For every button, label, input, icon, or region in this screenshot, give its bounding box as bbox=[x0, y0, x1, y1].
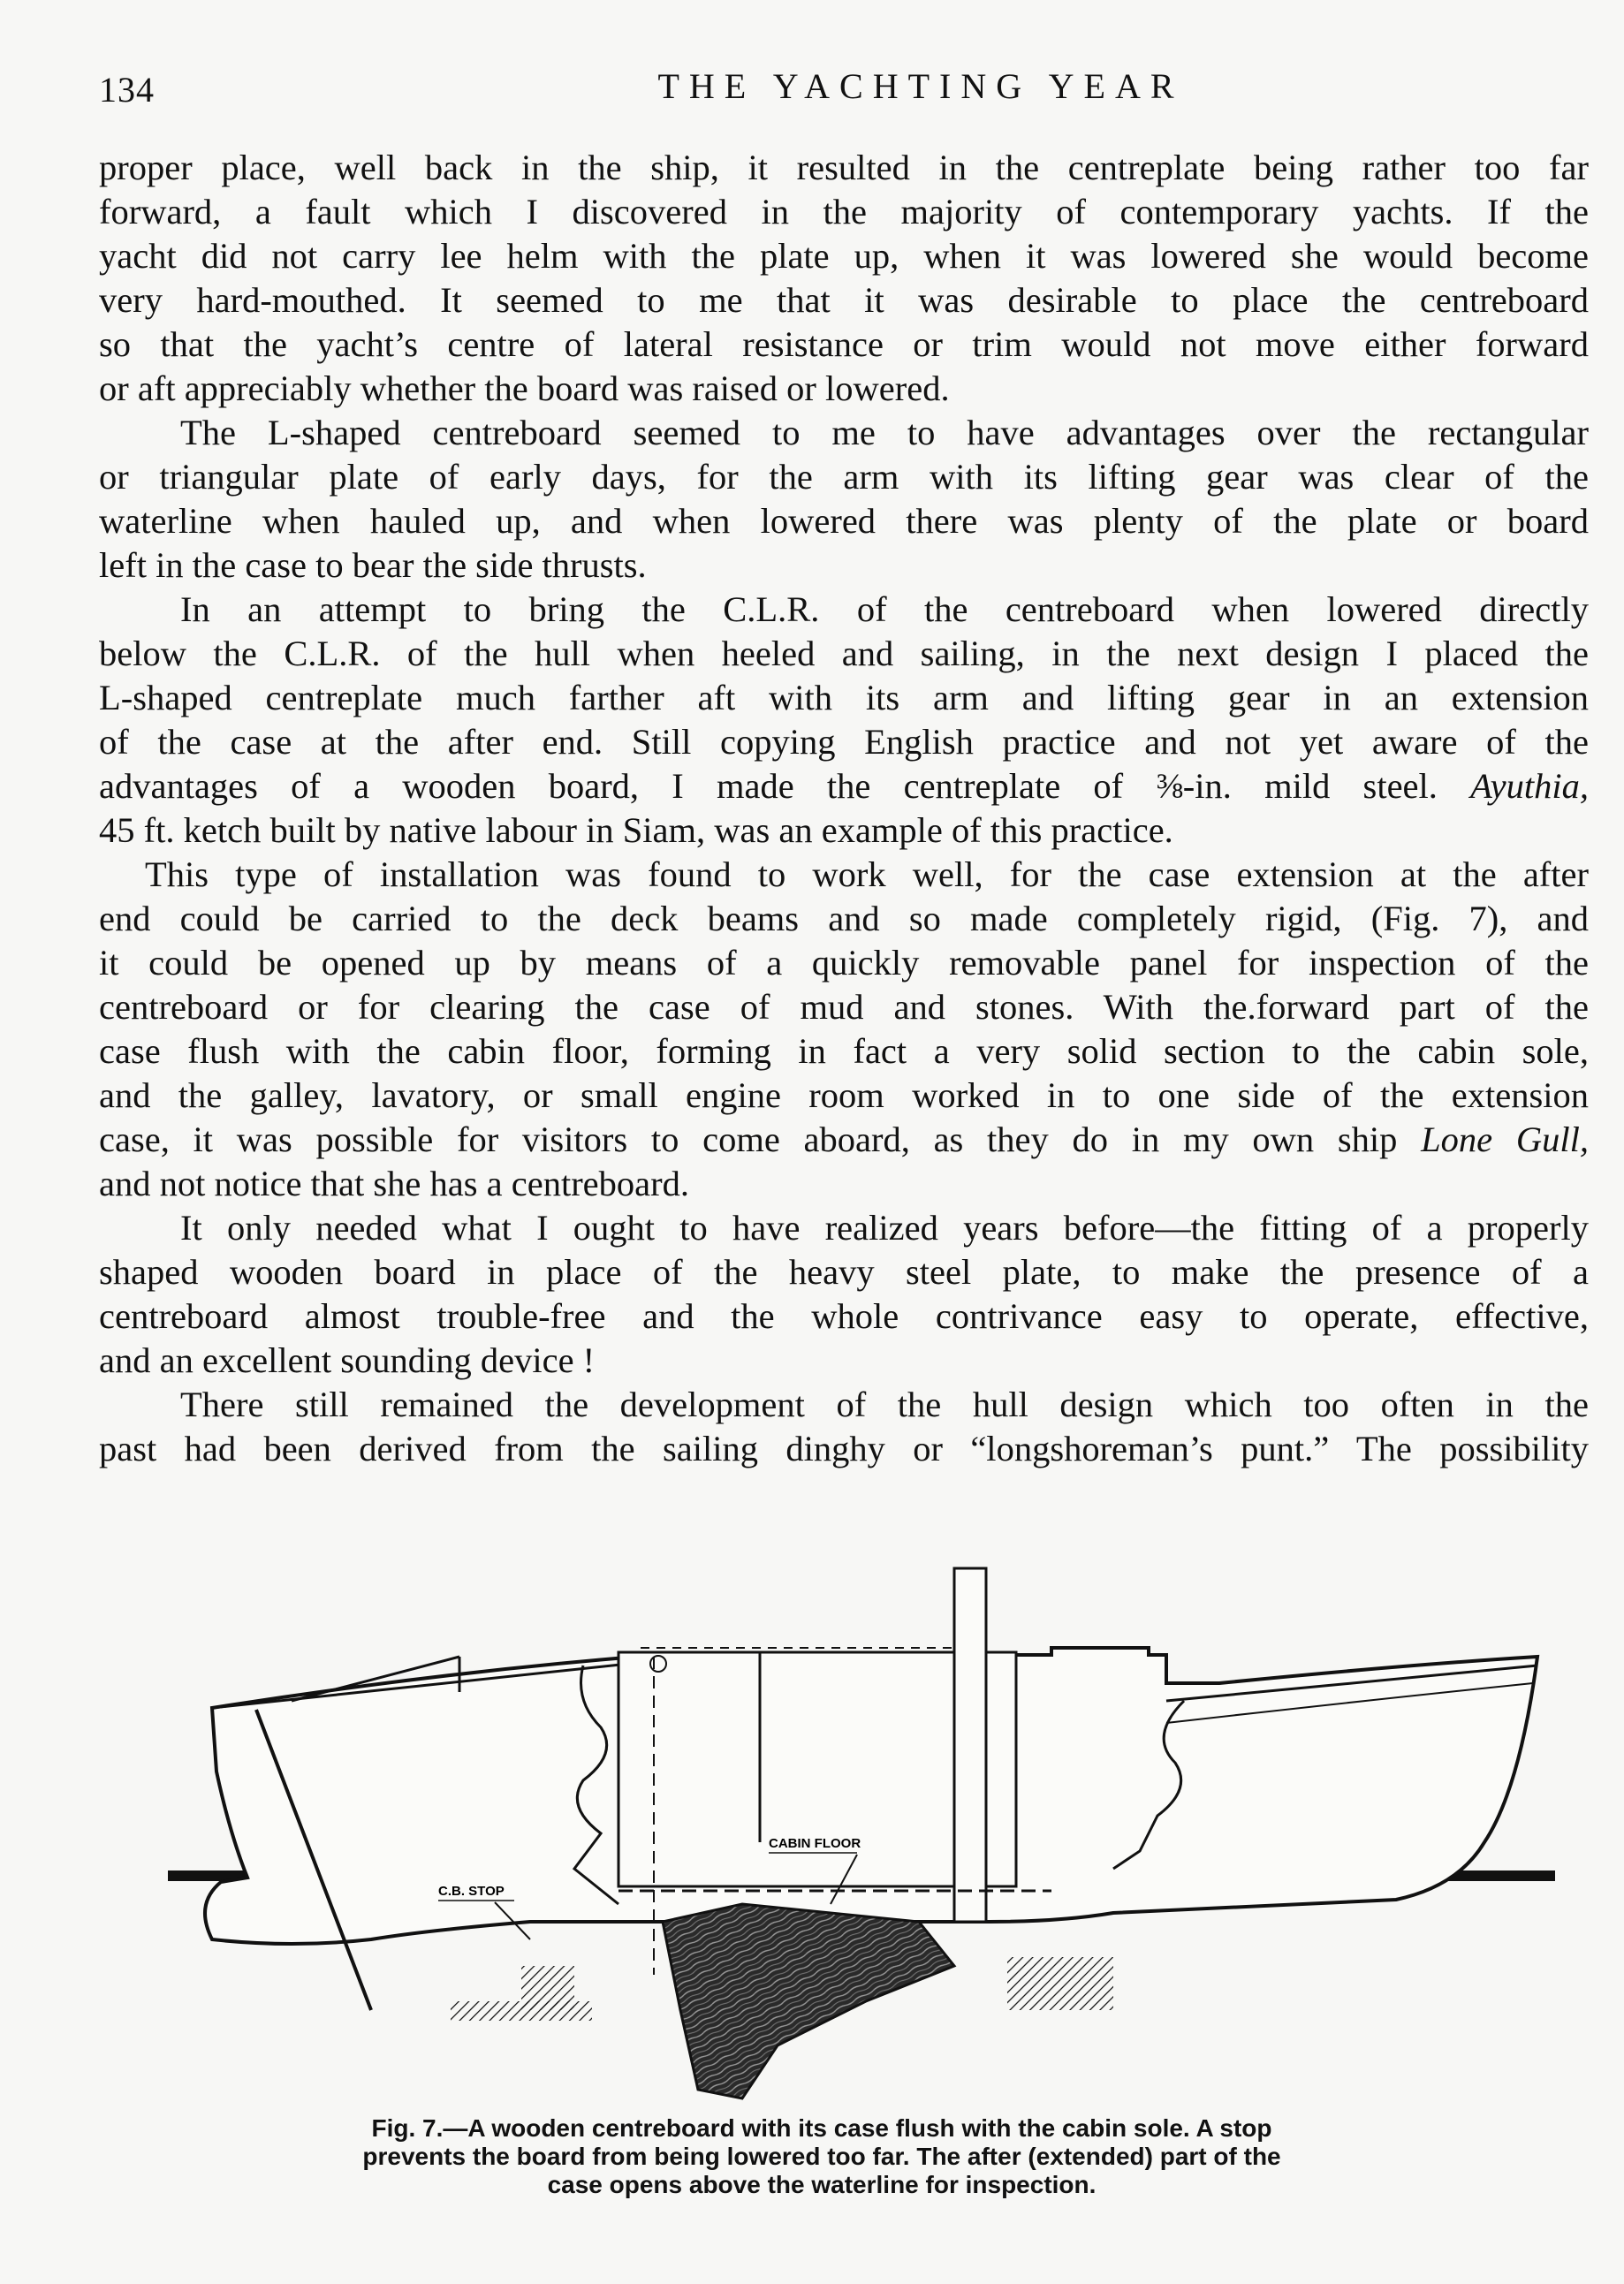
text-line: so that the yacht’s centre of lateral resistance or trim would not move either forward bbox=[99, 324, 1589, 364]
figure-7-hull-drawing bbox=[159, 1551, 1555, 2107]
text-line: centreboard or for clearing the case of mud and stones. With the.forward part of the bbox=[99, 987, 1589, 1027]
text-line: and not notice that she has a centreboard. bbox=[99, 1164, 689, 1203]
text-line: L-shaped centreplate much farther aft with its arm and lifting gear in an extension bbox=[99, 678, 1589, 717]
text-line: end could be carried to the deck beams and so made completely rigid, (Fig. 7), and bbox=[99, 899, 1589, 938]
text-line: shaped wooden board in place of the heavy steel plate, to make the presence of a bbox=[99, 1252, 1589, 1292]
text-line: past had been derived from the sailing dinghy or “longshoreman’s punt.” The possibility bbox=[99, 1429, 1589, 1468]
text-line: proper place, well back in the ship, it resulted in the centreplate being rather too far bbox=[99, 148, 1589, 187]
italic-ship-name-ayuthia: Ayuthia, bbox=[1470, 766, 1589, 806]
italic-ship-name-lone-gull: Lone Gull, bbox=[1421, 1119, 1590, 1159]
label-cabin-floor: CABIN FLOOR bbox=[769, 1836, 861, 1851]
caption-line: case opens above the waterline for inspection. bbox=[547, 2171, 1097, 2198]
paragraph-first-line: There still remained the development of the hull design which too often in the bbox=[180, 1385, 1589, 1424]
keel-hatch-forward bbox=[451, 2001, 592, 2021]
text-line: below the C.L.R. of the hull when heeled and sailing, in the next design I placed the bbox=[99, 634, 1589, 673]
wooden-centreboard bbox=[663, 1904, 954, 2098]
running-title: THE YACHTING YEAR bbox=[657, 66, 1184, 106]
paragraph-first-line: This type of installation was found to work well, for the case extension at the after bbox=[145, 854, 1589, 894]
paragraph-first-line: The L-shaped centreboard seemed to me to have advantages over the rectangular bbox=[180, 413, 1589, 452]
text-line: it could be opened up by means of a quickly removable panel for inspection of the bbox=[99, 943, 1589, 983]
ballast-block-aft bbox=[1007, 1957, 1113, 2010]
line-text: advantages of a wooden board, I made the centreplate of ⅜-in. mild steel. bbox=[99, 766, 1438, 806]
text-line: of the case at the after end. Still copying English practice and not yet aware of the bbox=[99, 722, 1589, 762]
text-line: left in the case to bear the side thrusts. bbox=[99, 545, 647, 585]
caption-line: Fig. 7.—A wooden centreboard with its case flush with the cabin sole. A stop bbox=[371, 2114, 1272, 2142]
paragraph-first-line: It only needed what I ought to have realized years before—the fitting of a properly bbox=[180, 1208, 1589, 1248]
caption-line: prevents the board from being lowered too far. The after (extended) part of the bbox=[362, 2143, 1281, 2170]
text-line: yacht did not carry lee helm with the plate up, when it was lowered she would become bbox=[99, 236, 1589, 276]
text-line: 45 ft. ketch built by native labour in Siam, was an example of this practice. bbox=[99, 810, 1173, 850]
text-line: and an excellent sounding device ! bbox=[99, 1340, 596, 1380]
text-line: or aft appreciably whether the board was raised or lowered. bbox=[99, 368, 950, 408]
page-number: 134 bbox=[99, 70, 155, 110]
text-line: forward, a fault which I discovered in the majority of contemporary yachts. If the bbox=[99, 192, 1589, 231]
text-line-with-italic bbox=[99, 1118, 1589, 1162]
hull-cross-section-illustration bbox=[159, 1551, 1555, 2107]
text-line: or triangular plate of early days, for the arm with its lifting gear was clear of the bbox=[99, 457, 1589, 497]
label-cb-stop: C.B. STOP bbox=[438, 1884, 505, 1899]
figure-caption bbox=[212, 2114, 1431, 2199]
text-line: waterline when hauled up, and when lowered there was plenty of the plate or board bbox=[99, 501, 1589, 541]
text-line: very hard-mouthed. It seemed to me that it was desirable to place the centreboard bbox=[99, 280, 1589, 320]
page-header bbox=[99, 64, 1583, 117]
line-text: case, it was possible for visitors to come aboard, as they do in my own ship bbox=[99, 1119, 1398, 1159]
mast bbox=[954, 1568, 986, 1922]
paragraph-first-line: In an attempt to bring the C.L.R. of the centreboard when lowered directly bbox=[180, 589, 1589, 629]
text-line-with-italic bbox=[99, 764, 1589, 808]
text-line: case flush with the cabin floor, forming in fact a very solid section to the cabin sole, bbox=[99, 1031, 1589, 1071]
text-line: and the galley, lavatory, or small engine room worked in to one side of the extension bbox=[99, 1075, 1589, 1115]
text-line: centreboard almost trouble-free and the whole contrivance easy to operate, effective, bbox=[99, 1296, 1589, 1336]
body-text bbox=[99, 146, 1589, 1471]
